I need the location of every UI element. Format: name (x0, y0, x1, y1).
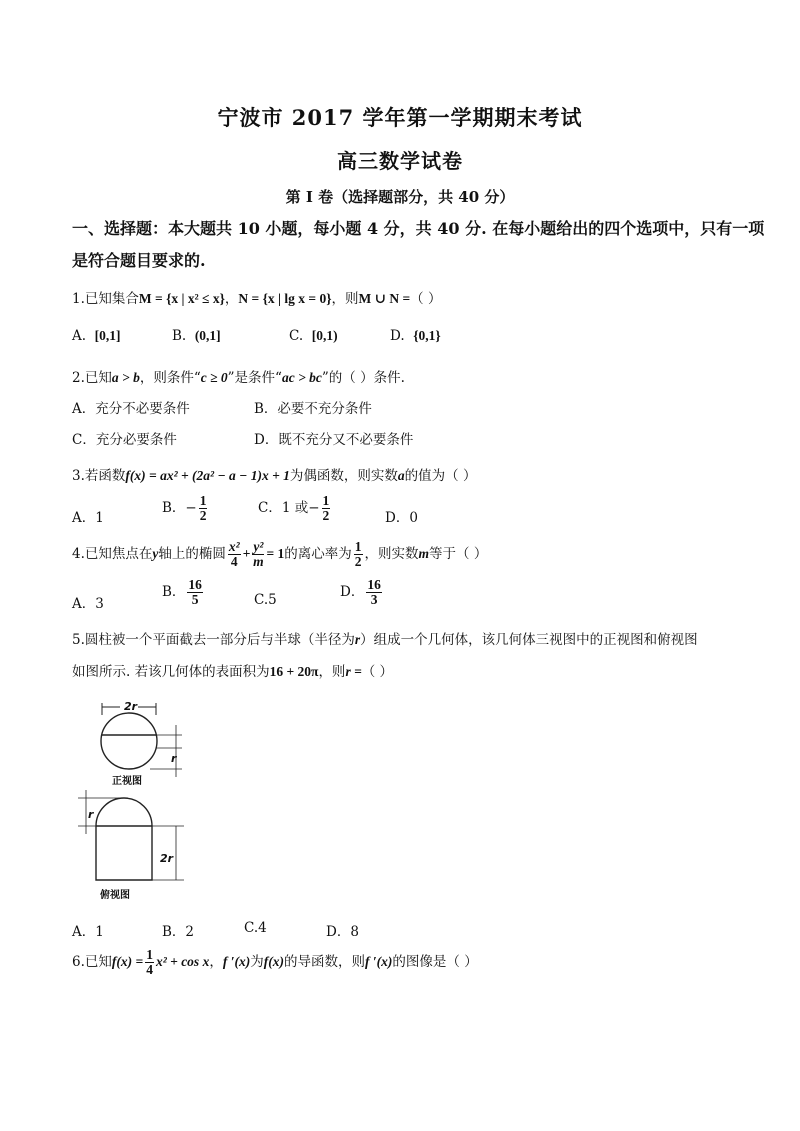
exam-subtitle: 高三数学试卷 (337, 149, 463, 173)
q2-mid1: ，则条件“ (139, 370, 201, 386)
q4-frac-y (252, 540, 264, 569)
top-view-dim-2r: 2r (160, 852, 174, 865)
q6-mid2: 的导函数，则 (284, 954, 365, 971)
option-value: [0,1) (311, 328, 338, 343)
option-label: C．1 或 (258, 500, 309, 517)
q1-tail-prefix: ，则 (331, 291, 359, 307)
q1-option-d (390, 328, 441, 344)
q6-f-lhs: f(x) = (111, 954, 144, 970)
option-label: B. (172, 328, 187, 344)
option-value: {0,1} (413, 328, 441, 343)
top-view-label: 俯视图 (100, 890, 130, 901)
option-sign: − (308, 500, 320, 517)
fraction-numerator: 16 (367, 577, 381, 592)
q1-option-c (289, 328, 338, 344)
section-intro-line2: 是符合题目要求的. (72, 251, 206, 270)
fraction-numerator: 1 (354, 539, 362, 554)
top-view-outline (96, 798, 152, 880)
q3-prefix: 3.若函数 (72, 468, 126, 484)
option-label: B． (162, 500, 186, 517)
q5-line2-tail: （ ） (361, 664, 394, 680)
q5-line1-prefix: 5.圆柱被一个平面截去一部分后与半球（半径为 (72, 632, 355, 648)
q4-mid3: ，则实数 (364, 546, 419, 563)
q4-option-c: C.5 (254, 592, 277, 608)
fraction-denominator: 3 (370, 592, 378, 608)
exam-title: 宁波市 2017 学年第一学期期末考试 (217, 105, 583, 130)
q6-fprime2: f ′(x) (365, 954, 393, 970)
q6-fprime: f ′(x) (222, 954, 251, 970)
q5-stem-line1 (72, 628, 698, 648)
fraction-numerator: y² (253, 539, 264, 554)
q4-var: m (418, 546, 430, 562)
q5-line1-tail: ）组成一个几何体，该几何体三视图中的正视图和俯视图 (360, 632, 698, 648)
q3-option-c-fraction (322, 494, 331, 523)
q3-tail: 的值为（ ） (404, 468, 477, 484)
q4-plus: + (242, 546, 251, 562)
q3-option-b (162, 494, 209, 523)
option-label: D． (340, 584, 365, 601)
q4-option-b-fraction (187, 578, 203, 607)
fraction-denominator: 5 (191, 592, 199, 608)
fraction-denominator: 2 (199, 508, 207, 524)
q6-prefix: 6.已知 (72, 954, 112, 971)
q5-option-d: D．8 (326, 924, 359, 940)
q6-f-rhs: x² + cos x (155, 954, 210, 970)
q3-option-b-fraction (199, 494, 208, 523)
q2-cond-ab: a > b (111, 370, 140, 385)
front-view-label: 正视图 (112, 776, 142, 787)
q3-option-c (258, 494, 332, 523)
q5-area: 16 + 20π (269, 664, 319, 679)
q6-fraction (145, 948, 154, 977)
top-view-figure (72, 788, 192, 888)
q6-fx: f(x) (263, 954, 284, 970)
q4-stem (72, 540, 487, 569)
q2-cond-c: c ≥ 0 (200, 370, 228, 385)
q2-stem (72, 366, 405, 386)
q4-prefix: 4.已知焦点在 (72, 546, 153, 563)
q5-option-b: B．2 (162, 924, 195, 940)
q5-line2-var: r = (345, 664, 362, 679)
q3-function: f(x) = ax² + (2a² − a − 1)x + 1 (125, 468, 290, 483)
q3-stem (72, 464, 476, 484)
front-view-dim-r: r (171, 752, 177, 765)
q5-line2-prefix: 如图所示. 若该几何体的表面积为 (72, 664, 270, 680)
q4-option-d-fraction (366, 578, 382, 607)
section-intro-line1: 一、选择题：本大题共 10 小题，每小题 4 分，共 40 分. 在每小题给出的四个选项中，只有一项 (72, 219, 765, 238)
q1-tail: （ ） (410, 291, 442, 307)
q2-tail: ”的（ ）条件. (321, 370, 405, 386)
q2-mid2: ”是条件“ (227, 370, 282, 386)
q5-radius: r (354, 632, 361, 647)
option-label: B． (162, 584, 186, 601)
part-heading: 第 I 卷（选择题部分，共 40 分） (285, 188, 515, 206)
q6-stem (72, 948, 478, 977)
q6-tail: 的图像是（ ） (392, 954, 478, 971)
q1-set-n: N = {x | lg x = 0} (238, 291, 332, 306)
q1-option-a (72, 328, 121, 344)
q3-option-a: A．1 (72, 510, 104, 526)
q2-prefix: 2.已知 (72, 370, 112, 386)
q1-prefix: 1.已知集合 (72, 291, 139, 307)
q3-option-d: D．0 (385, 510, 418, 526)
q1-stem (72, 287, 441, 307)
q4-tail: 等于（ ） (429, 546, 488, 563)
q4-frac-x (228, 540, 241, 569)
q2-option-d: D．既不充分又不必要条件 (254, 432, 414, 448)
q1-set-m: M = {x | x² ≤ x} (138, 291, 225, 306)
q1-sep: ， (224, 291, 239, 307)
fraction-numerator: x² (228, 539, 240, 554)
q3-var: a (397, 468, 405, 483)
q4-option-d (340, 578, 384, 607)
front-view-dim-top: 2r (124, 700, 138, 713)
front-view-circle (101, 713, 157, 769)
q2-option-a: A．充分不必要条件 (72, 401, 190, 417)
option-label: A. (72, 328, 87, 344)
q4-eq: = 1 (266, 546, 285, 562)
option-value: [0,1] (94, 328, 121, 343)
fraction-denominator: 2 (322, 508, 330, 524)
q4-mid1: 轴上的椭圆 (158, 546, 226, 563)
fraction-denominator: 2 (354, 554, 362, 570)
fraction-numerator: 1 (146, 947, 153, 962)
q3-mid: 为偶函数，则实数 (289, 468, 398, 484)
option-label: C. (289, 328, 304, 344)
q4-option-a: A．3 (72, 596, 104, 612)
q6-sep: ， (209, 954, 223, 971)
q1-union: M ∪ N = (358, 291, 411, 306)
fraction-numerator: 1 (199, 493, 207, 508)
q5-option-a: A．1 (72, 924, 104, 940)
q4-axis: y (152, 546, 159, 562)
q6-mid1: 为 (250, 954, 264, 971)
q2-option-b: B．必要不充分条件 (254, 401, 372, 417)
fraction-numerator: 16 (188, 577, 202, 592)
fraction-denominator: 4 (146, 962, 153, 978)
option-label: D. (390, 328, 405, 344)
q2-cond-ac: ac > bc (281, 370, 322, 385)
q4-option-b (162, 578, 205, 607)
q4-frac-e (354, 540, 363, 569)
q2-option-c: C．充分必要条件 (72, 432, 177, 448)
q5-stem-line2 (72, 660, 393, 680)
q5-option-c: C.4 (244, 920, 267, 936)
fraction-numerator: 1 (322, 493, 330, 508)
option-sign: − (185, 500, 197, 517)
option-value: (0,1] (194, 328, 221, 343)
q4-mid2: 的离心率为 (284, 546, 352, 563)
q5-line2-mid: ，则 (318, 664, 346, 680)
top-view-dim-r: r (88, 808, 94, 821)
q1-option-b (172, 328, 221, 344)
fraction-denominator: m (253, 554, 264, 570)
fraction-denominator: 4 (230, 554, 238, 570)
front-view-figure (90, 695, 200, 795)
